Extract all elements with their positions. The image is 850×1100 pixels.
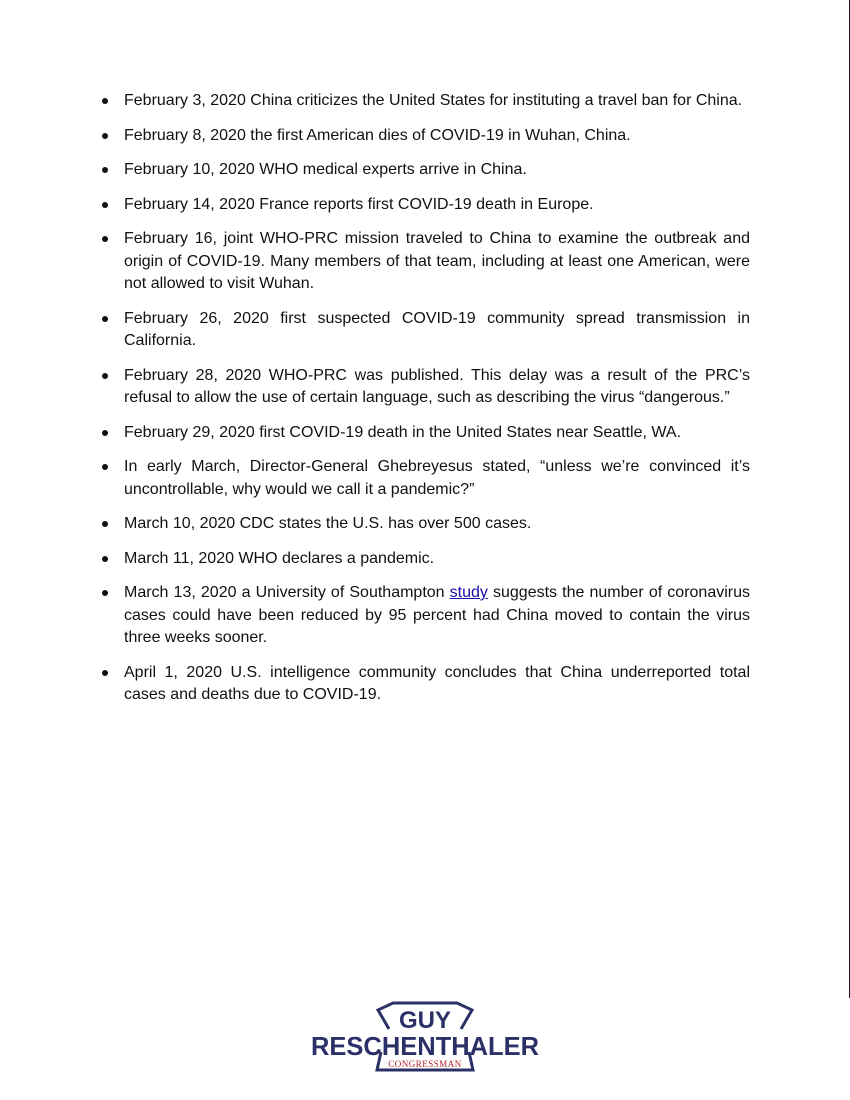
list-item <box>100 365 750 410</box>
bullet-icon <box>102 464 108 470</box>
bullet-icon <box>102 316 108 322</box>
entry-text: February 3, 2020 China criticizes the United States for instituting a travel ban for China. <box>124 92 743 109</box>
entry-text-after-link: suggests the number of coronavirus cases could have been reduced by 95 percent had China moved to contain the virus three weeks sooner. <box>124 584 750 646</box>
entry-text-before-link: March 13, 2020 a University of Southampton <box>124 584 450 601</box>
list-item <box>100 548 750 571</box>
bullet-icon <box>102 521 108 527</box>
logo-name-text: RESCHENTHALER <box>311 1031 540 1061</box>
entry-text: February 10, 2020 WHO medical experts arrive in China. <box>124 161 527 178</box>
entry-text: April 1, 2020 U.S. intelligence community concludes that China underreported total cases and deaths due to COVID-19. <box>124 663 750 703</box>
list-item <box>100 228 750 296</box>
bullet-icon <box>102 167 108 173</box>
list-item <box>100 194 750 217</box>
study-link[interactable]: study <box>449 584 488 601</box>
bullet-icon <box>102 373 108 379</box>
list-item <box>100 159 750 182</box>
list-item <box>100 513 750 536</box>
list-item <box>100 662 750 707</box>
entry-text: February 28, 2020 WHO-PRC was published. This delay was a result of the PRC’s refusal to allow the use of certain language, such as describing the virus “dangerous.” <box>124 366 750 406</box>
list-item <box>100 125 750 148</box>
bullet-icon <box>102 202 108 208</box>
bullet-icon <box>102 430 108 436</box>
entry-text: February 16, joint WHO-PRC mission traveled to China to examine the outbreak and origin of COVID-19. Many members of that team, including at least one American, were not allowed to visit Wuhan. <box>124 230 750 292</box>
bullet-icon <box>102 133 108 139</box>
list-item <box>100 422 750 445</box>
list-item <box>100 582 750 650</box>
list-item <box>100 308 750 353</box>
congressman-logo <box>305 1000 545 1080</box>
bullet-icon <box>102 98 108 104</box>
list-item <box>100 90 750 113</box>
entry-text: February 29, 2020 first COVID-19 death in the United States near Seattle, WA. <box>124 423 682 441</box>
bullet-icon <box>102 556 108 562</box>
list-item <box>100 456 750 501</box>
entry-text: In early March, Director-General Ghebreyesus stated, “unless we’re convinced it’s uncontrollable, why would we call it a pandemic?” <box>124 458 750 498</box>
entry-text: February 14, 2020 France reports first COVID-19 death in Europe. <box>124 195 594 213</box>
timeline-list <box>100 90 750 719</box>
entry-text: February 8, 2020 the first American dies of COVID-19 in Wuhan, China. <box>124 126 631 144</box>
entry-text: March 11, 2020 WHO declares a pandemic. <box>124 549 435 567</box>
logo-title-text: CONGRESSMAN <box>388 1059 462 1069</box>
bullet-icon <box>102 590 108 596</box>
entry-text: March 10, 2020 CDC states the U.S. has over 500 cases. <box>124 515 532 532</box>
entry-text: February 26, 2020 first suspected COVID-19 community spread transmission in California. <box>124 309 750 349</box>
bullet-icon <box>102 236 108 242</box>
logo-guy-text: GUY <box>398 1007 452 1034</box>
bullet-icon <box>102 670 108 676</box>
